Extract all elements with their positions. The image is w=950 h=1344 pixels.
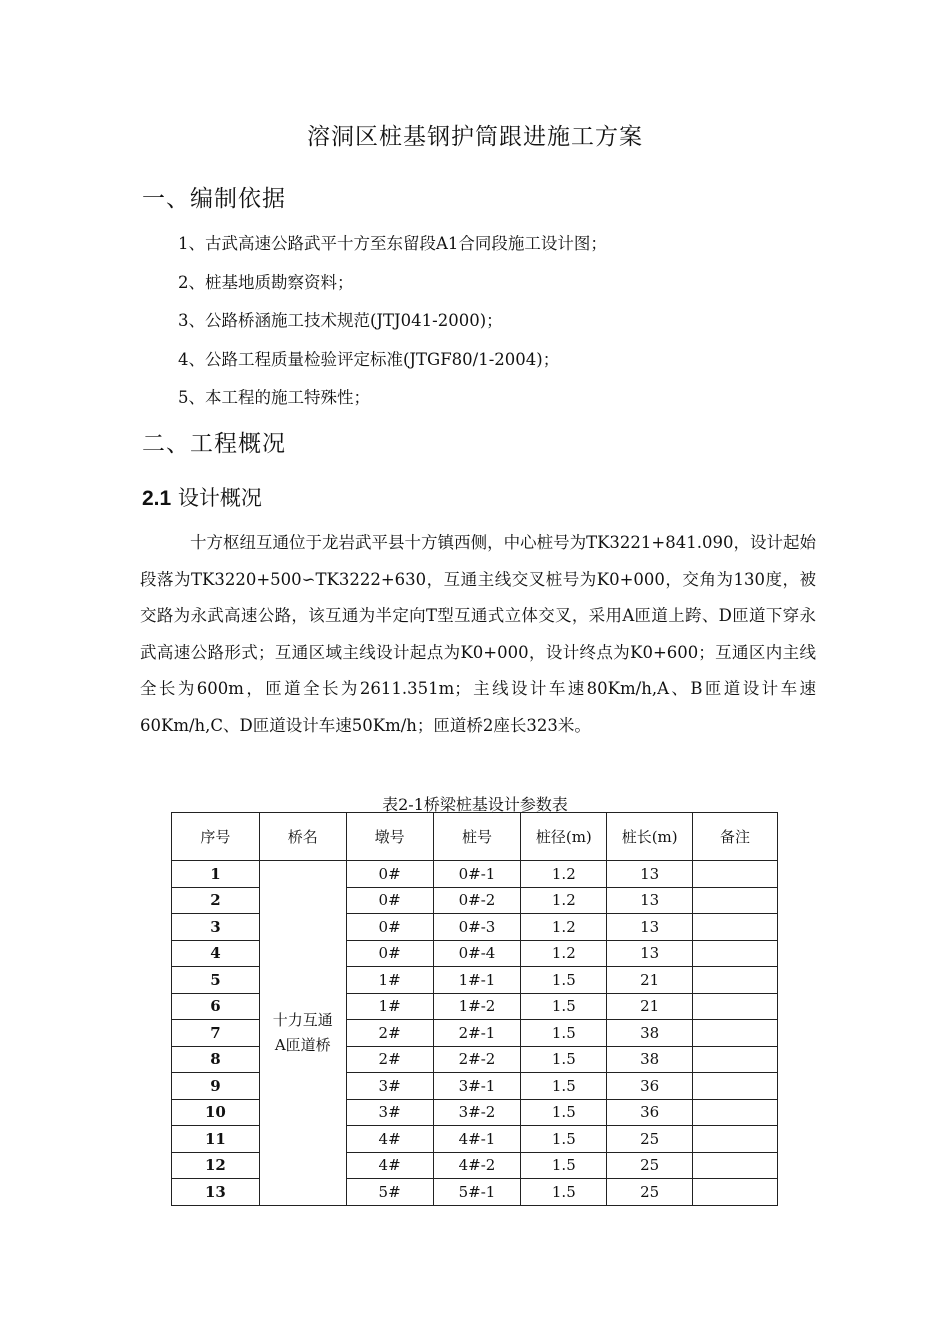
header-seq: 序号 bbox=[172, 813, 260, 861]
table-body bbox=[172, 861, 778, 1206]
cell-pile: 0#-2 bbox=[433, 887, 521, 914]
cell-pile: 0#-1 bbox=[433, 861, 521, 888]
table-row bbox=[172, 861, 778, 888]
cell-seq: 13 bbox=[172, 1179, 260, 1206]
cell-pier: 0# bbox=[346, 914, 433, 941]
bridge-name-line2: A匝道桥 bbox=[274, 1035, 331, 1054]
cell-pile: 2#-1 bbox=[433, 1020, 521, 1047]
cell-note bbox=[693, 1152, 778, 1179]
cell-pile: 4#-2 bbox=[433, 1152, 521, 1179]
cell-diameter: 1.5 bbox=[521, 1179, 607, 1206]
cell-note bbox=[693, 993, 778, 1020]
section-heading-basis: 一、编制依据 bbox=[142, 186, 286, 212]
cell-seq: 6 bbox=[172, 993, 260, 1020]
list-item: 5、本工程的施工特殊性； bbox=[178, 388, 370, 407]
cell-diameter: 1.5 bbox=[521, 1099, 607, 1126]
cell-seq: 3 bbox=[172, 914, 260, 941]
cell-seq: 12 bbox=[172, 1152, 260, 1179]
cell-pile: 0#-3 bbox=[433, 914, 521, 941]
cell-length: 38 bbox=[607, 1046, 693, 1073]
cell-length: 21 bbox=[607, 967, 693, 994]
cell-diameter: 1.5 bbox=[521, 1046, 607, 1073]
cell-pile: 2#-2 bbox=[433, 1046, 521, 1073]
cell-seq: 8 bbox=[172, 1046, 260, 1073]
table-caption: 表2-1桥梁桩基设计参数表 bbox=[382, 795, 568, 814]
header-length: 桩长(m) bbox=[607, 813, 693, 861]
cell-diameter: 1.2 bbox=[521, 914, 607, 941]
subsection-heading bbox=[142, 482, 262, 512]
cell-pile: 0#-4 bbox=[433, 940, 521, 967]
cell-length: 13 bbox=[607, 887, 693, 914]
cell-seq: 5 bbox=[172, 967, 260, 994]
cell-length: 21 bbox=[607, 993, 693, 1020]
cell-note bbox=[693, 967, 778, 994]
cell-length: 25 bbox=[607, 1126, 693, 1153]
cell-pile: 5#-1 bbox=[433, 1179, 521, 1206]
cell-seq: 1 bbox=[172, 861, 260, 888]
cell-diameter: 1.2 bbox=[521, 861, 607, 888]
cell-pier: 4# bbox=[346, 1152, 433, 1179]
cell-pier: 3# bbox=[346, 1073, 433, 1100]
list-item: 3、公路桥涵施工技术规范(JTJ041-2000)； bbox=[178, 311, 503, 330]
cell-note bbox=[693, 1179, 778, 1206]
bridge-name-line1: 十力互通 bbox=[272, 1010, 333, 1029]
header-bridge: 桥名 bbox=[259, 813, 346, 861]
cell-seq: 2 bbox=[172, 887, 260, 914]
cell-length: 25 bbox=[607, 1152, 693, 1179]
cell-pier: 0# bbox=[346, 861, 433, 888]
cell-pier: 0# bbox=[346, 940, 433, 967]
cell-note bbox=[693, 940, 778, 967]
header-note: 备注 bbox=[693, 813, 778, 861]
cell-pier: 5# bbox=[346, 1179, 433, 1206]
header-pile: 桩号 bbox=[433, 813, 521, 861]
cell-diameter: 1.5 bbox=[521, 1126, 607, 1153]
cell-note bbox=[693, 861, 778, 888]
cell-seq: 4 bbox=[172, 940, 260, 967]
cell-length: 13 bbox=[607, 914, 693, 941]
cell-diameter: 1.2 bbox=[521, 887, 607, 914]
cell-diameter: 1.5 bbox=[521, 1073, 607, 1100]
cell-length: 25 bbox=[607, 1179, 693, 1206]
cell-diameter: 1.2 bbox=[521, 940, 607, 967]
basis-list bbox=[178, 231, 607, 424]
cell-seq: 10 bbox=[172, 1099, 260, 1126]
subsection-number: 2.1 bbox=[142, 487, 172, 510]
cell-length: 13 bbox=[607, 940, 693, 967]
cell-pile: 3#-2 bbox=[433, 1099, 521, 1126]
cell-note bbox=[693, 1126, 778, 1153]
cell-diameter: 1.5 bbox=[521, 967, 607, 994]
cell-pile: 1#-1 bbox=[433, 967, 521, 994]
cell-diameter: 1.5 bbox=[521, 1152, 607, 1179]
header-pier: 墩号 bbox=[346, 813, 433, 861]
cell-pier: 1# bbox=[346, 993, 433, 1020]
cell-pile: 3#-1 bbox=[433, 1073, 521, 1100]
cell-note bbox=[693, 1046, 778, 1073]
section-heading-overview: 二、工程概况 bbox=[142, 431, 286, 457]
cell-pier: 2# bbox=[346, 1046, 433, 1073]
cell-seq: 9 bbox=[172, 1073, 260, 1100]
cell-pier: 2# bbox=[346, 1020, 433, 1047]
cell-diameter: 1.5 bbox=[521, 993, 607, 1020]
cell-seq: 11 bbox=[172, 1126, 260, 1153]
subsection-title: 设计概况 bbox=[177, 486, 262, 510]
cell-seq: 7 bbox=[172, 1020, 260, 1047]
design-overview-paragraph: 十方枢纽互通位于龙岩武平县十方镇西侧，中心桩号为TK3221+841.090，设计起始段落为TK3220+500∽TK3222+630，互通主线交叉桩号为K0+000，交角为130度，被交路为永武高速公路，该互通为半定向T型互通式立体交叉，采用A匝道上跨、D匝道下穿永武高速公路形式；互通区域主线设计起点为K0+000，设计终点为K0+600；互通区内主线全长为600m，匝道全长为2611.351m；主线设计车速80Km/h,A、B匝道设计车速60Km/h,C、D匝道设计车速50Km/h；匝道桥2座长323米。 bbox=[140, 533, 816, 735]
cell-pier: 4# bbox=[346, 1126, 433, 1153]
cell-note bbox=[693, 887, 778, 914]
list-item: 4、公路工程质量检验评定标准(JTGF80/1-2004)； bbox=[178, 349, 560, 369]
cell-note bbox=[693, 914, 778, 941]
document-title: 溶洞区桩基钢护筒跟进施工方案 bbox=[307, 124, 643, 150]
cell-note bbox=[693, 1020, 778, 1047]
cell-length: 36 bbox=[607, 1099, 693, 1126]
cell-diameter: 1.5 bbox=[521, 1020, 607, 1047]
cell-pier: 3# bbox=[346, 1099, 433, 1126]
header-diameter: 桩径(m) bbox=[521, 813, 607, 861]
cell-length: 13 bbox=[607, 861, 693, 888]
cell-note bbox=[693, 1073, 778, 1100]
pile-parameter-table bbox=[171, 812, 778, 1206]
table-header-row bbox=[172, 813, 778, 861]
cell-note bbox=[693, 1099, 778, 1126]
cell-pile: 4#-1 bbox=[433, 1126, 521, 1153]
cell-length: 36 bbox=[607, 1073, 693, 1100]
cell-pile: 1#-2 bbox=[433, 993, 521, 1020]
list-item: 2、桩基地质勘察资料； bbox=[178, 272, 354, 292]
cell-length: 38 bbox=[607, 1020, 693, 1047]
cell-bridge-name bbox=[259, 861, 346, 1206]
cell-pier: 1# bbox=[346, 967, 433, 994]
cell-pier: 0# bbox=[346, 887, 433, 914]
list-item: 1、古武高速公路武平十方至东留段A1合同段施工设计图； bbox=[178, 234, 607, 253]
